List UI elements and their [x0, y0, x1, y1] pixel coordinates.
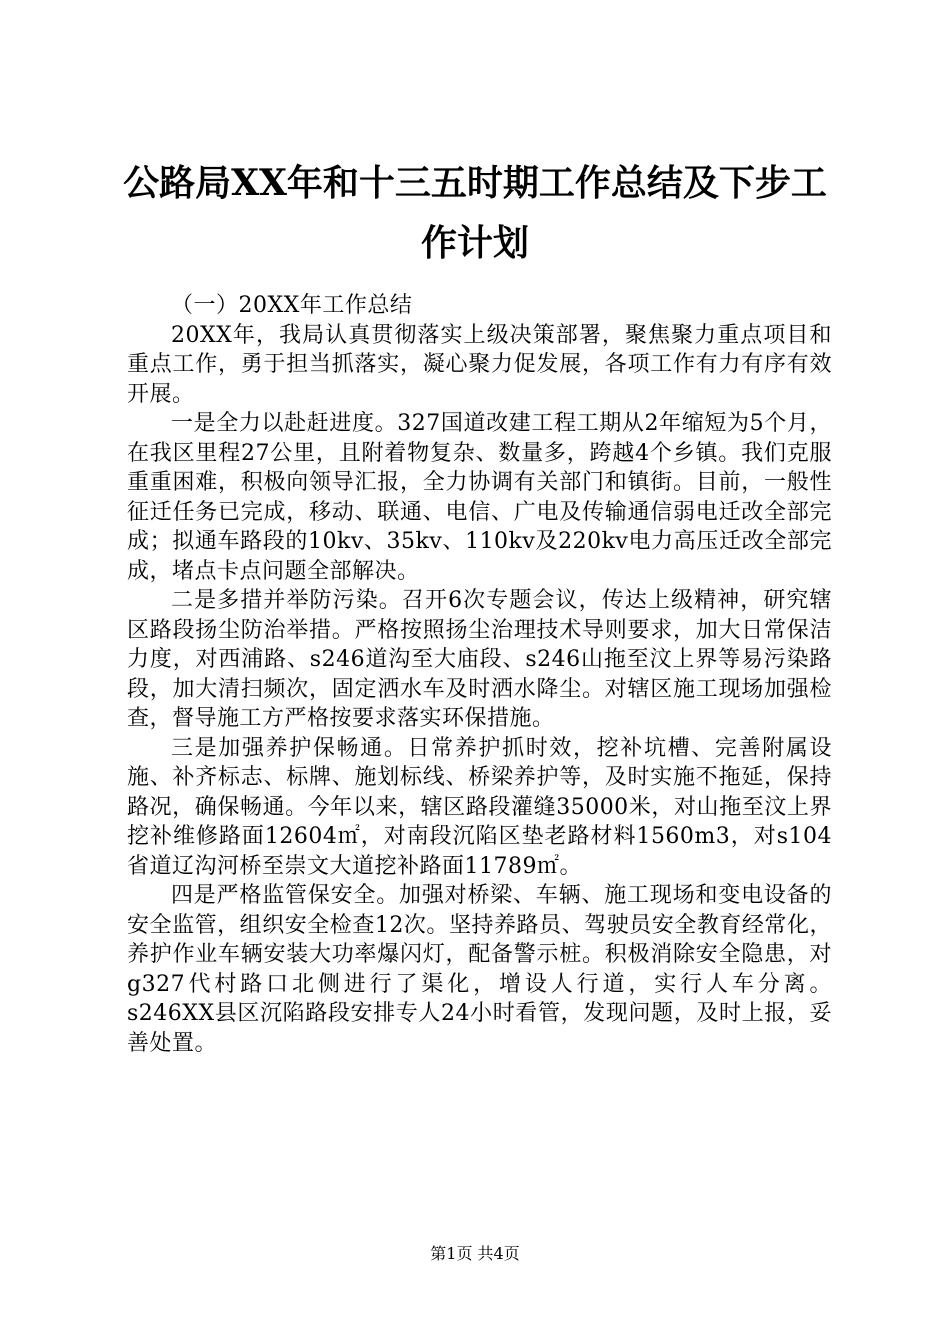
document-body: [127, 291, 832, 1058]
body-paragraph-progress: 一是全力以赴赶进度。327国道改建工程工期从2年缩短为5个月，在我区里程27公里，且附着物复杂、数量多，跨越4个乡镇。我们克服重重困难，积极向领导汇报，全力协调有关部门和镇街。目前，一般性征迁任务已完成，移动、联通、电信、广电及传输通信弱电迁改全部完成；拟通车路段的10kv、35kv、110kv及220kv电力高压迁改全部完成，堵点卡点问题全部解决。: [127, 411, 832, 584]
body-paragraph-maintenance: 三是加强养护保畅通。日常养护抓时效，挖补坑槽、完善附属设施、补齐标志、标牌、施划标线、桥梁养护等，及时实施不拖延，保持路况，确保畅通。今年以来，辖区路段灌缝35000米，对山拖至汶上界挖补维修路面12604㎡，对南段沉陷区垫老路材料1560m3，对s104省道辽沟河桥至崇文大道挖补路面11789㎡。: [127, 735, 832, 879]
body-paragraph-intro: 20XX年，我局认真贯彻落实上级决策部署，聚焦聚力重点项目和重点工作，勇于担当抓落实，凝心聚力促发展，各项工作有力有序有效开展。: [127, 322, 832, 407]
document-title-line-1: 公路局XX年和十三五时期工作总结及下步工: [123, 162, 827, 204]
section-heading: （一）20XX年工作总结: [171, 293, 413, 318]
page-number-footer: 第1页 共4页: [430, 1244, 520, 1263]
document-title-line-2: 作计划: [420, 222, 529, 264]
body-paragraph-pollution: 二是多措并举防污染。召开6次专题会议，传达上级精神，研究辖区路段扬尘防治举措。严格按照扬尘治理技术导则要求，加大日常保洁力度，对西浦路、s246道沟至大庙段、s246山拖至汶上界等易污染路段，加大清扫频次，固定洒水车及时洒水降尘。对辖区施工现场加强检查，督导施工方严格按要求落实环保措施。: [127, 588, 832, 731]
body-paragraph-safety: 四是严格监管保安全。加强对桥梁、车辆、施工现场和变电设备的安全监管，组织安全检查12次。坚持养路员、驾驶员安全教育经常化，养护作业车辆安装大功率爆闪灯，配备警示桩。积极消除安全隐患，对g327代村路口北侧进行了渠化，增设人行道，实行人车分离。s246XX县区沉陷路段安排专人24小时看管，发现问题，及时上报，妥善处置。: [127, 883, 832, 1056]
